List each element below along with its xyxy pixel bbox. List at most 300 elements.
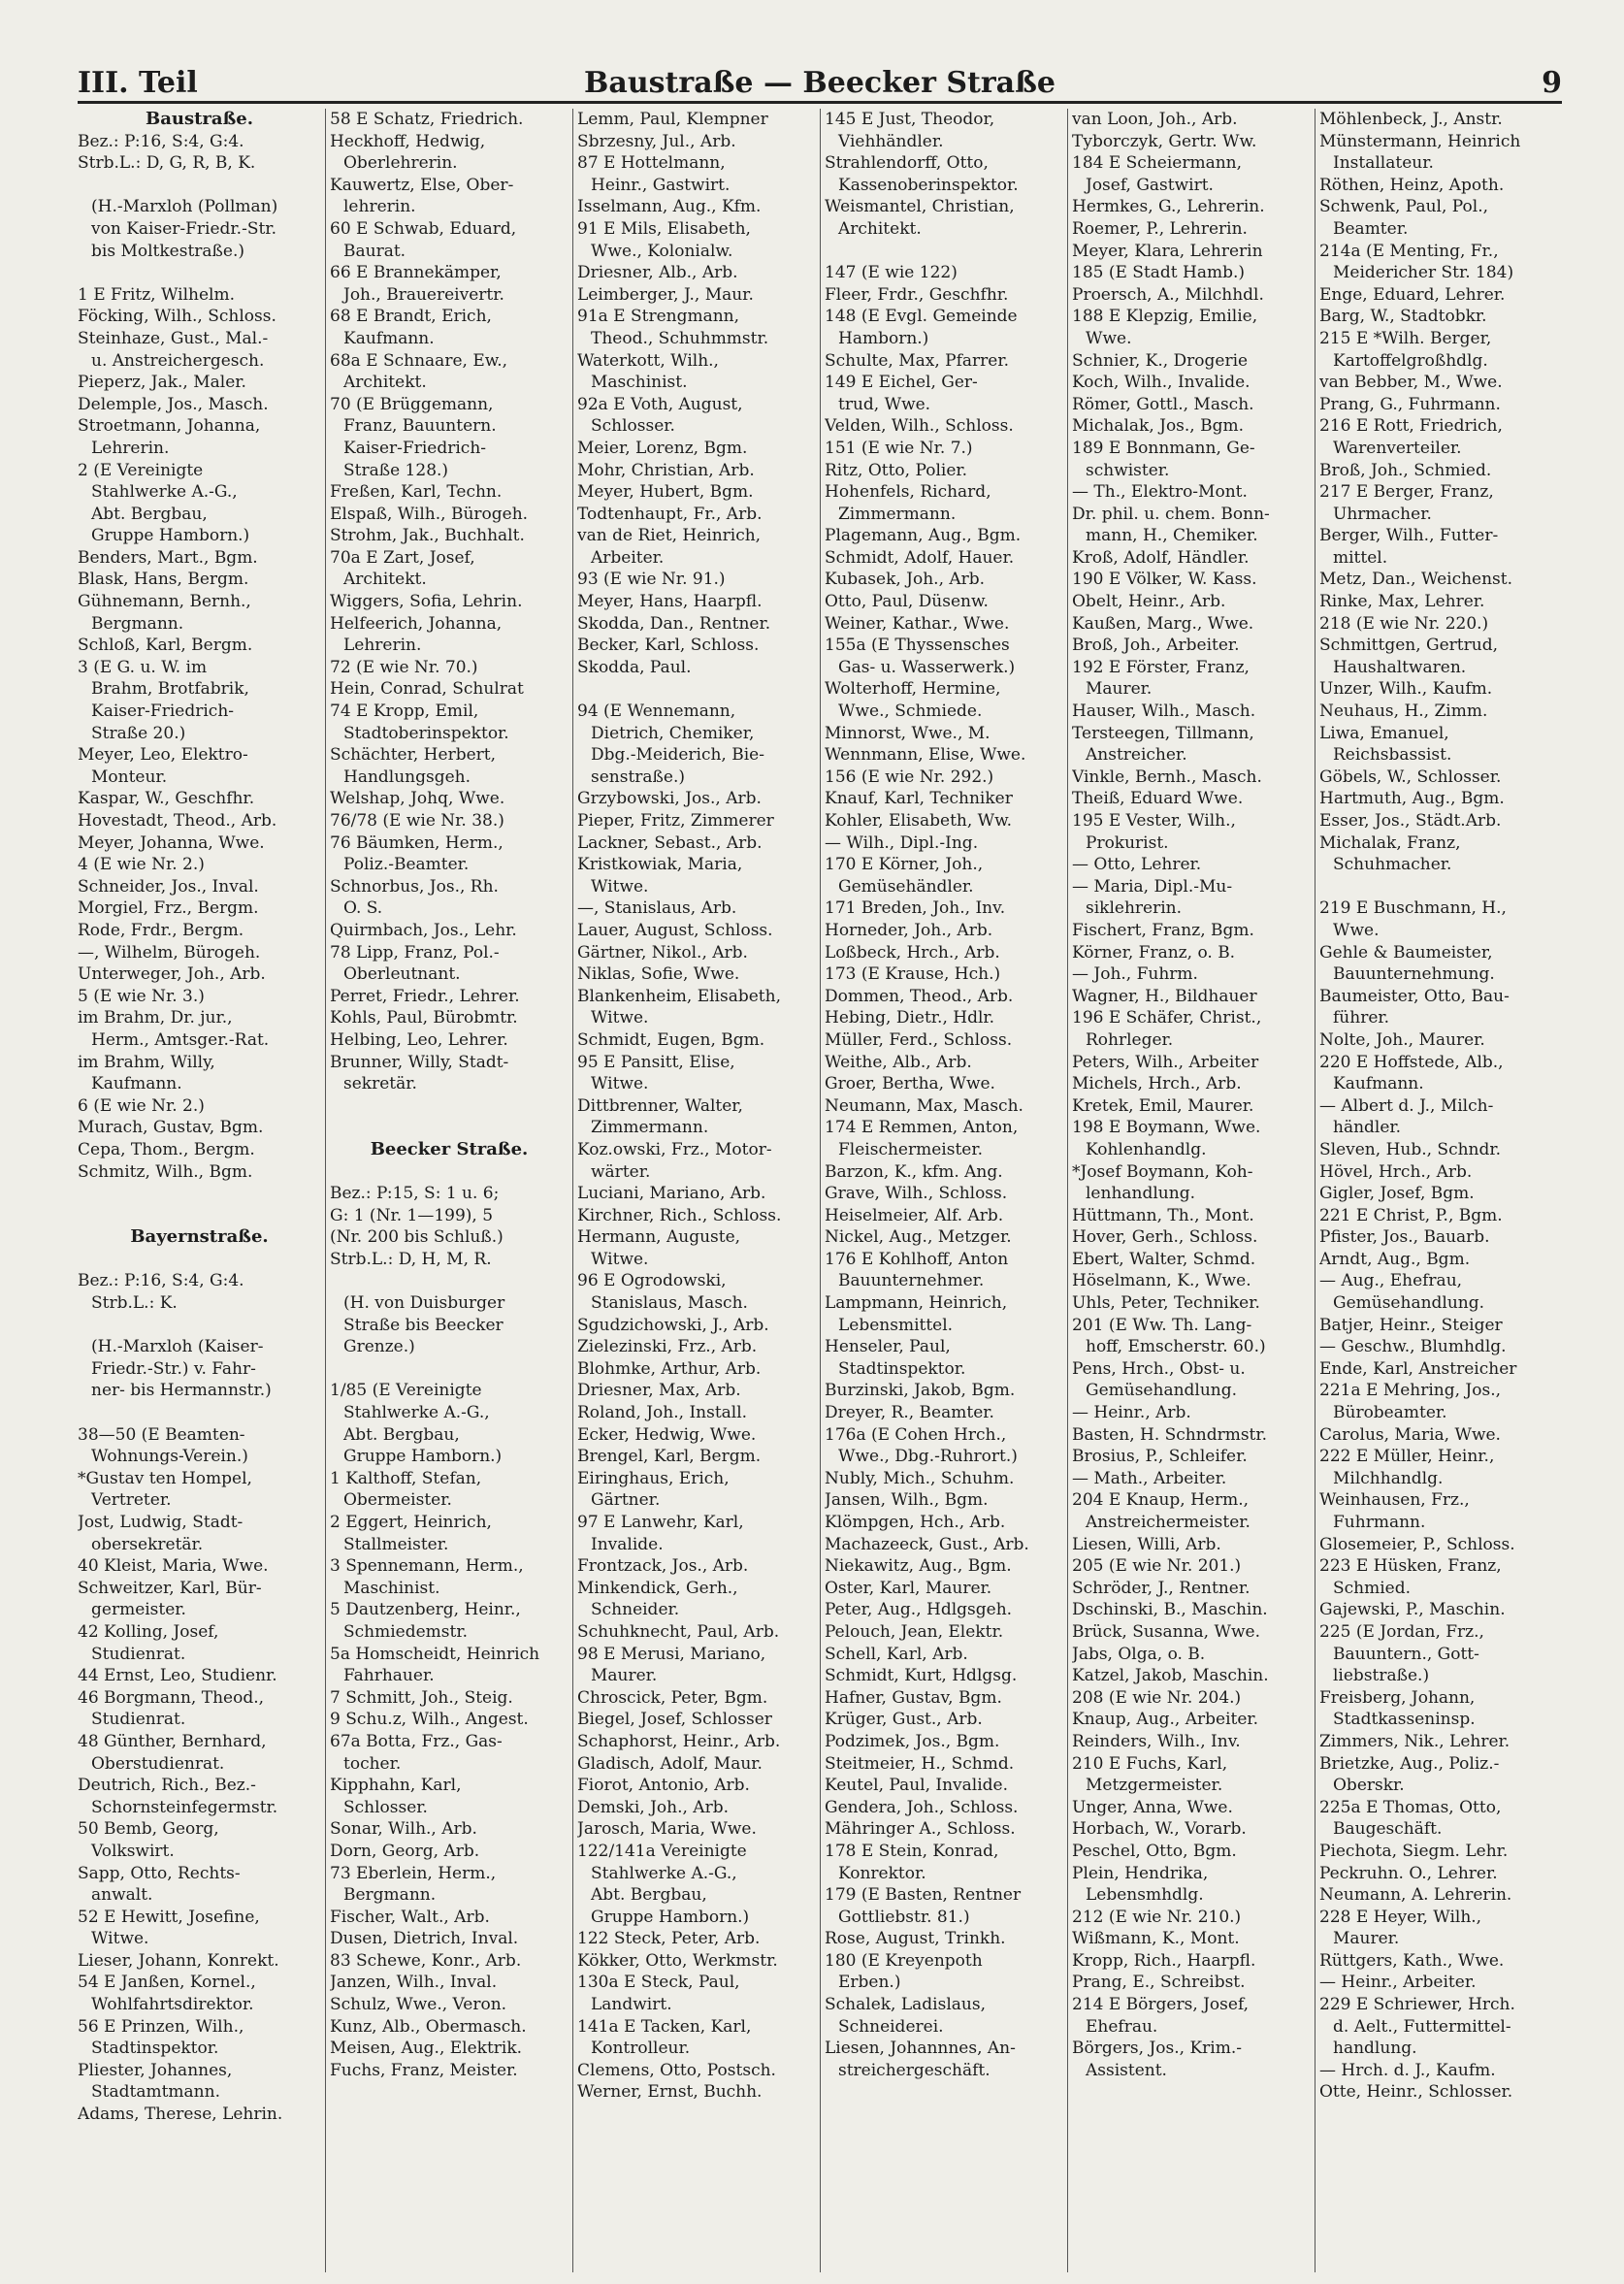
- directory-entry-line: Werner, Ernst, Buchh.: [577, 2082, 763, 2103]
- directory-entry-line: Lehrerin.: [343, 636, 422, 656]
- directory-entry-line: Kaufmann.: [1333, 1074, 1424, 1094]
- directory-entry-line: Michels, Hrch., Arb.: [1072, 1074, 1242, 1094]
- directory-entry-line: Kroß, Adolf, Händler.: [1072, 547, 1250, 568]
- directory-entry-line: van Loon, Joh., Arb.: [1072, 110, 1238, 129]
- directory-entry-line: Jost, Ludwig, Stadt-: [78, 1513, 244, 1532]
- directory-entry-line: van de Riet, Heinrich,: [577, 526, 762, 546]
- directory-entry-line: 68a E Schnaare, Ew.,: [330, 350, 508, 371]
- directory-entry-line: Reinders, Wilh., Inv.: [1072, 1731, 1241, 1751]
- directory-entry-line: 219 E Buschmann, H.,: [1319, 898, 1507, 919]
- directory-entry-line: Ende, Karl, Anstreicher: [1319, 1358, 1517, 1379]
- directory-entry-line: Lauer, August, Schloss.: [577, 920, 773, 940]
- directory-entry-line: Gendera, Joh., Schloss.: [825, 1797, 1019, 1817]
- directory-entry-line: — Th., Elektro-Mont.: [1072, 482, 1248, 503]
- directory-entry-line: Frontzack, Jos., Arb.: [577, 1556, 749, 1577]
- directory-entry-line: 78 Lipp, Franz, Pol.-: [330, 942, 500, 963]
- directory-entry-line: Schwenk, Paul, Pol.,: [1319, 197, 1489, 217]
- directory-entry-line: Kartoffelgroßhdlg.: [1333, 350, 1488, 371]
- directory-entry-line: Lieser, Johann, Konrekt.: [78, 1950, 279, 1971]
- directory-entry-line: Prang, E., Schreibst.: [1072, 1973, 1246, 1993]
- directory-entry-line: Poliz.-Beamter.: [343, 855, 470, 875]
- directory-entry-line: 87 E Hottelmann,: [577, 153, 726, 174]
- directory-entry-line: 190 E Völker, W. Kass.: [1072, 570, 1257, 590]
- directory-entry-line: 58 E Schatz, Friedrich.: [330, 110, 524, 129]
- directory-entry-line: Meyer, Hans, Haarpfl.: [577, 592, 763, 612]
- directory-entry-line: 229 E Schriewer, Hrch.: [1319, 1995, 1515, 2015]
- directory-entry-line: 56 E Prinzen, Wilh.,: [78, 2016, 244, 2037]
- directory-entry-line: Erben.): [838, 1973, 901, 1993]
- directory-entry-line: Maschinist.: [591, 373, 688, 393]
- directory-entry-line: (Nr. 200 bis Schluß.): [330, 1227, 503, 1248]
- directory-entry-line: *Gustav ten Hompel,: [78, 1468, 252, 1488]
- directory-entry-line: Hauser, Wilh., Masch.: [1072, 702, 1256, 722]
- directory-entry-line: Maurer.: [591, 1666, 658, 1686]
- directory-entry-line: 1/85 (E Vereinigte: [330, 1381, 482, 1401]
- directory-entry-line: Dbg.-Meiderich, Bie-: [591, 745, 764, 766]
- directory-entry-line: Schmidt, Eugen, Bgm.: [577, 1029, 765, 1050]
- directory-entry-line: Zimmermann.: [591, 1118, 709, 1138]
- directory-entry-line: Konrektor.: [838, 1863, 926, 1883]
- directory-entry-line: Neumann, Max, Masch.: [825, 1095, 1023, 1116]
- directory-entry-line: Warenverteiler.: [1333, 438, 1462, 458]
- directory-entry-line: Hermann, Auguste,: [577, 1227, 741, 1248]
- directory-entry-line: ner- bis Hermannstr.): [91, 1381, 272, 1401]
- directory-entry-line: 93 (E wie Nr. 91.): [577, 570, 726, 590]
- directory-entry-line: — Heinr., Arbeiter.: [1319, 1973, 1477, 1993]
- directory-entry-line: 2 (E Vereinigte: [78, 460, 204, 480]
- directory-entry-line: Viehhändler.: [838, 131, 944, 151]
- directory-entry-line: Stahlwerke A.-G.,: [91, 482, 238, 503]
- directory-entry-line: Franz, Bauuntern.: [343, 416, 497, 437]
- directory-entry-line: 192 E Förster, Franz,: [1072, 657, 1250, 677]
- directory-entry-line: Steitmeier, H., Schmd.: [825, 1753, 1015, 1774]
- directory-entry-line: Studienrat.: [91, 1644, 186, 1664]
- directory-entry-line: liebstraße.): [1333, 1666, 1430, 1686]
- directory-entry-line: Kropp, Rich., Haarpfl.: [1072, 1950, 1256, 1971]
- directory-entry-line: Kaußen, Marg., Wwe.: [1072, 613, 1254, 634]
- directory-entry-line: Wohnungs-Verein.): [91, 1447, 248, 1467]
- directory-entry-line: van Bebber, M., Wwe.: [1319, 373, 1503, 393]
- directory-entry-line: Architekt.: [343, 570, 427, 590]
- directory-entry-line: Bürobeamter.: [1333, 1403, 1447, 1423]
- directory-entry-line: 76 Bäumken, Herm.,: [330, 832, 503, 853]
- directory-entry-line: Kaufmann.: [91, 1074, 182, 1094]
- directory-entry-line: 1 E Fritz, Wilhelm.: [78, 284, 236, 305]
- directory-entry-line: Otto, Paul, Düsenw.: [825, 592, 989, 612]
- directory-entry-line: 50 Bemb, Georg,: [78, 1819, 219, 1840]
- directory-entry-line: Hövel, Hrch., Arb.: [1319, 1161, 1473, 1182]
- directory-entry-line: Bauunternehmer.: [838, 1271, 985, 1291]
- directory-entry-line: Anstreicher.: [1086, 745, 1187, 766]
- directory-entry-line: Maurer.: [1333, 1929, 1400, 1949]
- directory-entry-line: Neuhaus, H., Zimm.: [1319, 702, 1488, 722]
- directory-entry-line: Pieper, Fritz, Zimmerer: [577, 811, 774, 831]
- directory-entry-line: Schlosser.: [591, 416, 675, 437]
- directory-entry-line: Brunner, Willy, Stadt-: [330, 1052, 509, 1072]
- directory-entry-line: Dommen, Theod., Arb.: [825, 986, 1014, 1006]
- directory-entry-line: 1 Kalthoff, Stefan,: [330, 1468, 482, 1488]
- page-header: [78, 62, 1562, 104]
- directory-entry-line: Plein, Hendrika,: [1072, 1863, 1209, 1883]
- directory-entry-line: Dittbrenner, Walter,: [577, 1095, 743, 1116]
- directory-entry-line: Freisberg, Johann,: [1319, 1687, 1476, 1708]
- directory-entry-line: Meyer, Johanna, Wwe.: [78, 832, 265, 853]
- directory-entry-line: Fahrhauer.: [343, 1666, 435, 1686]
- directory-entry-line: Machazeeck, Gust., Arb.: [825, 1534, 1029, 1554]
- directory-entry-line: wärter.: [591, 1161, 651, 1182]
- directory-entry-line: Zimmers, Nik., Lehrer.: [1319, 1731, 1510, 1751]
- directory-entry-line: Gehle & Baumeister,: [1319, 942, 1493, 963]
- directory-entry-line: Uhrmacher.: [1333, 504, 1432, 524]
- directory-entry-line: lehrerin.: [343, 197, 416, 217]
- directory-entry-line: Arbeiter.: [591, 547, 665, 568]
- directory-entry-line: Schmidt, Adolf, Hauer.: [825, 547, 1015, 568]
- column-2: [325, 109, 572, 2272]
- directory-entry-line: Barg, W., Stadtobkr.: [1319, 307, 1487, 327]
- directory-entry-line: Dorn, Georg, Arb.: [330, 1841, 480, 1861]
- directory-entry-line: Handlungsgeh.: [343, 767, 471, 787]
- directory-entry-line: streichergeschäft.: [838, 2060, 991, 2080]
- directory-entry-line: 70a E Zart, Josef,: [330, 547, 475, 568]
- directory-entry-line: Wennmann, Elise, Wwe.: [825, 745, 1026, 766]
- directory-entry-line: (H. von Duisburger: [343, 1293, 505, 1314]
- directory-entry-line: Witwe.: [591, 1249, 649, 1269]
- directory-entry-line: Schmiedemstr.: [343, 1621, 469, 1642]
- directory-entry-line: 46 Borgmann, Theod.,: [78, 1687, 265, 1708]
- directory-entry-line: Gajewski, P., Maschin.: [1319, 1600, 1506, 1620]
- directory-entry-line: Zimmermann.: [838, 504, 957, 524]
- page-number: 9: [1542, 66, 1562, 100]
- directory-entry-line: Sonar, Wilh., Arb.: [330, 1819, 477, 1840]
- directory-entry-line: Gas- u. Wasserwerk.): [838, 657, 1016, 677]
- directory-entry-line: 204 E Knaup, Herm.,: [1072, 1490, 1250, 1511]
- directory-entry-line: hoff, Emscherstr. 60.): [1086, 1337, 1266, 1357]
- directory-entry-line: Körner, Franz, o. B.: [1072, 942, 1236, 963]
- directory-entry-line: — Maria, Dipl.-Mu-: [1072, 876, 1233, 897]
- directory-entry-line: Vertreter.: [91, 1490, 172, 1511]
- directory-entry-line: Müller, Ferd., Schloss.: [825, 1029, 1013, 1050]
- directory-entry-line: (H.-Marxloh (Kaiser-: [91, 1337, 264, 1357]
- directory-entry-line: Lebensmittel.: [838, 1315, 954, 1335]
- directory-entry-line: Friedr.-Str.) v. Fahr-: [91, 1358, 256, 1379]
- directory-entry-line: Driesner, Alb., Arb.: [577, 263, 738, 283]
- directory-entry-line: Hein, Conrad, Schulrat: [330, 679, 524, 700]
- directory-entry-line: Nolte, Joh., Maurer.: [1319, 1029, 1485, 1050]
- directory-entry-line: Kaufmann.: [343, 328, 435, 348]
- directory-entry-line: Uhls, Peter, Techniker.: [1072, 1293, 1260, 1314]
- street-heading: Baustraße.: [146, 109, 253, 129]
- directory-entry-line: Piechota, Siegm. Lehr.: [1319, 1841, 1509, 1861]
- directory-entry-line: Gruppe Hamborn.): [591, 1907, 750, 1927]
- directory-entry-line: Kohler, Elisabeth, Ww.: [825, 811, 1013, 831]
- directory-entry-line: Chroscick, Peter, Bgm.: [577, 1687, 768, 1708]
- directory-entry-line: Rüttgers, Kath., Wwe.: [1319, 1950, 1505, 1971]
- spacer: [78, 1205, 321, 1227]
- spacer: [330, 1270, 568, 1292]
- directory-entry-line: Kaiser-Friedrich-: [91, 702, 235, 722]
- directory-entry-line: Proersch, A., Milchhdl.: [1072, 284, 1264, 305]
- directory-entry-line: Strahlendorff, Otto,: [825, 153, 989, 174]
- directory-entry-line: Adams, Therese, Lehrin.: [78, 2105, 283, 2125]
- directory-entry-line: Gottliebstr. 81.): [838, 1907, 970, 1927]
- directory-entry-line: Strohm, Jak., Buchhalt.: [330, 526, 525, 546]
- directory-entry-line: Batjer, Heinr., Steiger: [1319, 1315, 1503, 1335]
- directory-entry-line: bis Moltkestraße.): [91, 241, 244, 261]
- directory-entry-line: Oberskr.: [1333, 1776, 1405, 1796]
- directory-entry-line: Roemer, P., Lehrerin.: [1072, 218, 1248, 239]
- directory-entry-line: Abt. Bergbau,: [343, 1424, 460, 1445]
- directory-entry-line: 196 E Schäfer, Christ.,: [1072, 1008, 1262, 1028]
- directory-entry-line: Maschinist.: [343, 1578, 440, 1598]
- directory-entry-line: Eiringhaus, Erich,: [577, 1468, 730, 1488]
- column-1: [78, 109, 325, 2272]
- directory-entry-line: Heiselmeier, Alf. Arb.: [825, 1205, 1004, 1225]
- directory-entry-line: Gruppe Hamborn.): [91, 526, 250, 546]
- directory-entry-line: Prang, G., Fuhrmann.: [1319, 394, 1501, 414]
- directory-entry-line: Peter, Aug., Hdlgsgeh.: [825, 1600, 1013, 1620]
- directory-entry-line: 174 E Remmen, Anton,: [825, 1118, 1019, 1138]
- directory-entry-line: 48 Günther, Bernhard,: [78, 1731, 267, 1751]
- directory-entry-line: Wwe., Kolonialw.: [591, 241, 733, 261]
- directory-entry-line: Abt. Bergbau,: [91, 504, 208, 524]
- spacer: [78, 175, 321, 197]
- directory-entry-line: 66 E Brannekämper,: [330, 263, 502, 283]
- directory-entry-line: Gemüsehandlung.: [1086, 1381, 1238, 1401]
- directory-entry-line: Leimberger, J., Maur.: [577, 284, 754, 305]
- spacer: [78, 1402, 321, 1424]
- section-label: III. Teil: [78, 66, 198, 100]
- directory-entry-line: Wwe.: [1333, 920, 1380, 940]
- directory-entry-line: Stahlwerke A.-G.,: [591, 1863, 737, 1883]
- directory-entry-line: Ritz, Otto, Polier.: [825, 460, 968, 480]
- directory-entry-line: Unzer, Wilh., Kaufm.: [1319, 679, 1493, 700]
- directory-entry-line: Stahlwerke A.-G.,: [343, 1403, 490, 1423]
- directory-entry-line: Wiggers, Sofia, Lehrin.: [330, 592, 523, 612]
- directory-entry-line: — Heinr., Arb.: [1072, 1403, 1191, 1423]
- directory-entry-line: 54 E Janßen, Kornel.,: [78, 1973, 256, 1993]
- directory-entry-line: Grave, Wilh., Schloss.: [825, 1184, 1008, 1204]
- directory-entry-line: — Aug., Ehefrau,: [1319, 1271, 1463, 1291]
- directory-entry-line: Berger, Wilh., Futter-: [1319, 526, 1499, 546]
- directory-entry-line: Schornsteinfegermstr.: [91, 1797, 278, 1817]
- directory-entry-line: Skodda, Paul.: [577, 657, 692, 677]
- directory-entry-line: Sapp, Otto, Rechts-: [78, 1863, 241, 1883]
- column-5: [1067, 109, 1315, 2272]
- directory-entry-line: Hover, Gerh., Schloss.: [1072, 1227, 1258, 1248]
- spacer: [577, 678, 816, 701]
- directory-entry-line: Fleer, Frdr., Geschfhr.: [825, 284, 1009, 305]
- directory-entry-line: 7 Schmitt, Joh., Steig.: [330, 1687, 513, 1708]
- directory-entry-line: Dietrich, Chemiker,: [591, 723, 755, 743]
- directory-entry-line: Stroetmann, Johanna,: [78, 416, 261, 437]
- directory-entry-line: Föcking, Wilh., Schloss.: [78, 307, 276, 327]
- directory-entry-line: sekretär.: [343, 1074, 417, 1094]
- directory-entry-line: 195 E Vester, Wilh.,: [1072, 811, 1236, 831]
- directory-entry-line: Kohlenhandlg.: [1086, 1139, 1207, 1159]
- directory-entry-line: Stadtoberinspektor.: [343, 723, 509, 743]
- directory-entry-line: Abt. Bergbau,: [591, 1885, 707, 1906]
- directory-entry-line: Broß, Joh., Arbeiter.: [1072, 636, 1240, 656]
- directory-entry-line: Loßbeck, Hrch., Arb.: [825, 942, 1000, 963]
- directory-entry-line: Roland, Joh., Install.: [577, 1403, 748, 1423]
- spacer: [78, 262, 321, 284]
- directory-entry-line: Fischer, Walt., Arb.: [330, 1907, 490, 1927]
- directory-entry-line: Bauuntern., Gott-: [1333, 1644, 1479, 1664]
- directory-entry-line: Schröder, J., Rentner.: [1072, 1578, 1250, 1598]
- directory-entry-line: Herm., Amtsger.-Rat.: [91, 1029, 270, 1050]
- directory-entry-line: 173 (E Krause, Hch.): [825, 964, 1001, 985]
- directory-entry-line: Meyer, Hubert, Bgm.: [577, 482, 754, 503]
- directory-entry-line: Hüttmann, Th., Mont.: [1072, 1205, 1254, 1225]
- directory-entry-line: Broß, Joh., Schmied.: [1319, 460, 1492, 480]
- directory-entry-line: Blohmke, Arthur, Arb.: [577, 1358, 762, 1379]
- directory-entry-line: Mohr, Christian, Arb.: [577, 460, 755, 480]
- directory-entry-line: 148 (E Evgl. Gemeinde: [825, 307, 1018, 327]
- directory-entry-line: Steinhaze, Gust., Mal.-: [78, 328, 269, 348]
- directory-entry-line: Wwe., Dbg.-Ruhrort.): [838, 1447, 1018, 1467]
- directory-entry-line: Gärtner, Nikol., Arb.: [577, 942, 748, 963]
- directory-entry-line: Gigler, Josef, Bgm.: [1319, 1184, 1475, 1204]
- directory-entry-line: Helfeerich, Johanna,: [330, 613, 503, 634]
- directory-entry-line: Michalak, Franz,: [1319, 832, 1461, 853]
- directory-entry-line: Knaup, Aug., Arbeiter.: [1072, 1710, 1259, 1730]
- directory-entry-line: Peschel, Otto, Bgm.: [1072, 1841, 1237, 1861]
- directory-entry-line: Brosius, P., Schleifer.: [1072, 1447, 1248, 1467]
- directory-entry-line: 91a E Strengmann,: [577, 307, 740, 327]
- directory-entry-line: Luciani, Mariano, Arb.: [577, 1184, 766, 1204]
- directory-entry-line: Morgiel, Frz., Bergm.: [78, 898, 259, 919]
- directory-entry-line: Gladisch, Adolf, Maur.: [577, 1753, 763, 1774]
- directory-entry-line: Anstreichermeister.: [1086, 1513, 1250, 1532]
- directory-entry-line: Kubasek, Joh., Arb.: [825, 570, 986, 590]
- directory-entry-line: 67a Botta, Frz., Gas-: [330, 1731, 503, 1751]
- directory-entry-line: Haushaltwaren.: [1333, 657, 1467, 677]
- directory-entry-line: Pens, Hrch., Obst- u.: [1072, 1358, 1246, 1379]
- directory-entry-line: Weismantel, Christian,: [825, 197, 1015, 217]
- directory-entry-line: 4 (E wie Nr. 2.): [78, 855, 205, 875]
- directory-entry-line: Isselmann, Aug., Kfm.: [577, 197, 762, 217]
- directory-entry-line: 72 (E wie Nr. 70.): [330, 657, 478, 677]
- directory-entry-line: 9 Schu.z, Wilh., Angest.: [330, 1710, 529, 1730]
- directory-entry-line: Waterkott, Wilh.,: [577, 350, 719, 371]
- directory-entry-line: 221a E Mehring, Jos.,: [1319, 1381, 1501, 1401]
- directory-entry-line: Liesen, Willi, Arb.: [1072, 1534, 1221, 1554]
- directory-entry-line: Wolterhoff, Hermine,: [825, 679, 1001, 700]
- directory-entry-line: Hartmuth, Aug., Bgm.: [1319, 789, 1505, 809]
- directory-entry-line: Horbach, W., Vorarb.: [1072, 1819, 1247, 1840]
- directory-entry-line: Studienrat.: [91, 1710, 186, 1730]
- directory-entry-line: Biegel, Josef, Schlosser: [577, 1710, 772, 1730]
- directory-entry-line: Meisen, Aug., Elektrik.: [330, 2039, 523, 2059]
- directory-entry-line: Arndt, Aug., Bgm.: [1319, 1249, 1471, 1269]
- directory-entry-line: Janzen, Wilh., Inval.: [330, 1973, 498, 1993]
- directory-entry-line: Blask, Hans, Bergm.: [78, 570, 249, 590]
- directory-entry-line: führer.: [1333, 1008, 1390, 1028]
- directory-entry-line: Hovestadt, Theod., Arb.: [78, 811, 277, 831]
- directory-entry-line: Neumann, A. Lehrerin.: [1319, 1885, 1512, 1906]
- directory-entry-line: Straße 20.): [91, 723, 186, 743]
- directory-entry-line: Henseler, Paul,: [825, 1337, 951, 1357]
- directory-entry-line: Prokurist.: [1086, 832, 1169, 853]
- street-heading: Bayernstraße.: [130, 1226, 269, 1248]
- directory-entry-line: Pliester, Johannes,: [78, 2060, 233, 2080]
- directory-entry-line: Stanislaus, Masch.: [591, 1293, 748, 1314]
- directory-entry-line: Schuhmacher.: [1333, 855, 1452, 875]
- directory-entry-line: Krüger, Gust., Arb.: [825, 1710, 983, 1730]
- directory-entry-line: Bergmann.: [343, 1885, 437, 1906]
- directory-entry-line: Dschinski, B., Maschin.: [1072, 1600, 1268, 1620]
- directory-entry-line: Meyer, Leo, Elektro-: [78, 745, 248, 766]
- directory-entry-line: schwister.: [1086, 460, 1170, 480]
- directory-entry-line: Schneider, Jos., Inval.: [78, 876, 259, 897]
- directory-entry-line: Esser, Jos., Städt.Arb.: [1319, 811, 1502, 831]
- directory-entry-line: Höselmann, K., Wwe.: [1072, 1271, 1251, 1291]
- directory-entry-line: Obermeister.: [343, 1490, 452, 1511]
- directory-entry-line: Schlosser.: [343, 1797, 428, 1817]
- directory-entry-line: Basten, H. Schndrmstr.: [1072, 1424, 1268, 1445]
- directory-entry-line: Bez.: P:16, S:4, G:4.: [78, 1271, 244, 1291]
- directory-entry-line: 176a (E Cohen Hrch.,: [825, 1424, 1007, 1445]
- directory-entry-line: Koch, Wilh., Invalide.: [1072, 373, 1250, 393]
- directory-entry-line: Installateur.: [1333, 153, 1434, 174]
- directory-entry-line: 60 E Schwab, Eduard,: [330, 218, 517, 239]
- directory-entry-line: Fuhrmann.: [1333, 1513, 1426, 1532]
- directory-entry-line: Lackner, Sebast., Arb.: [577, 832, 763, 853]
- column-3: [572, 109, 820, 2272]
- directory-entry-line: Brahm, Brotfabrik,: [91, 679, 249, 700]
- directory-entry-line: Münstermann, Heinrich: [1319, 131, 1521, 151]
- directory-entry-line: Architekt.: [343, 373, 427, 393]
- directory-entry-line: Grenze.): [343, 1337, 415, 1357]
- directory-entry-line: Brück, Susanna, Wwe.: [1072, 1621, 1260, 1642]
- directory-entry-line: Architekt.: [838, 218, 922, 239]
- directory-entry-line: handlung.: [1333, 2039, 1417, 2059]
- directory-entry-line: Hamborn.): [838, 328, 929, 348]
- directory-entry-line: Peckruhn. O., Lehrer.: [1319, 1863, 1498, 1883]
- directory-entry-line: 5a Homscheidt, Heinrich: [330, 1644, 540, 1664]
- directory-entry-line: 170 E Körner, Joh.,: [825, 855, 984, 875]
- directory-entry-line: trud, Wwe.: [838, 394, 931, 414]
- directory-entry-line: 141a E Tacken, Karl,: [577, 2016, 752, 2037]
- directory-entry-line: 228 E Heyer, Wilh.,: [1319, 1907, 1482, 1927]
- directory-entry-line: Keutel, Paul, Invalide.: [825, 1776, 1009, 1796]
- directory-entry-line: 171 Breden, Joh., Inv.: [825, 898, 1006, 919]
- directory-entry-line: — Geschw., Blumhdlg.: [1319, 1337, 1507, 1357]
- directory-entry-line: 214a (E Menting, Fr.,: [1319, 241, 1499, 261]
- spacer: [330, 1358, 568, 1381]
- directory-entry-line: Hebing, Dietr., Hdlr.: [825, 1008, 995, 1028]
- directory-entry-line: Becker, Karl, Schloss.: [577, 636, 760, 656]
- directory-entry-line: Strb.L.: D, G, R, B, K.: [78, 153, 256, 174]
- directory-entry-line: Tersteegen, Tillmann,: [1072, 723, 1254, 743]
- directory-entry-line: Barzon, K., kfm. Ang.: [825, 1161, 1003, 1182]
- directory-entry-line: Koz.owski, Frz., Motor-: [577, 1139, 772, 1159]
- directory-entry-line: Stadtinspektor.: [91, 2039, 219, 2059]
- directory-entry-line: 215 E *Wilh. Berger,: [1319, 328, 1492, 348]
- directory-entry-line: Straße bis Beecker: [343, 1315, 503, 1335]
- directory-entry-line: O. S.: [343, 898, 383, 919]
- directory-entry-line: Wißmann, K., Mont.: [1072, 1929, 1240, 1949]
- directory-entry-line: Lebensmhdlg.: [1086, 1885, 1204, 1906]
- directory-entry-line: Nubly, Mich., Schuhm.: [825, 1468, 1015, 1488]
- directory-entry-line: 218 (E wie Nr. 220.): [1319, 613, 1489, 634]
- directory-entry-line: Podzimek, Jos., Bgm.: [825, 1731, 1000, 1751]
- directory-entry-line: 5 Dautzenberg, Heinr.,: [330, 1600, 521, 1620]
- directory-entry-line: Tyborczyk, Gertr. Ww.: [1072, 131, 1257, 151]
- directory-entry-line: Nickel, Aug., Metzger.: [825, 1227, 1012, 1248]
- directory-entry-line: Unger, Anna, Wwe.: [1072, 1797, 1233, 1817]
- directory-entry-line: im Brahm, Dr. jur.,: [78, 1008, 233, 1028]
